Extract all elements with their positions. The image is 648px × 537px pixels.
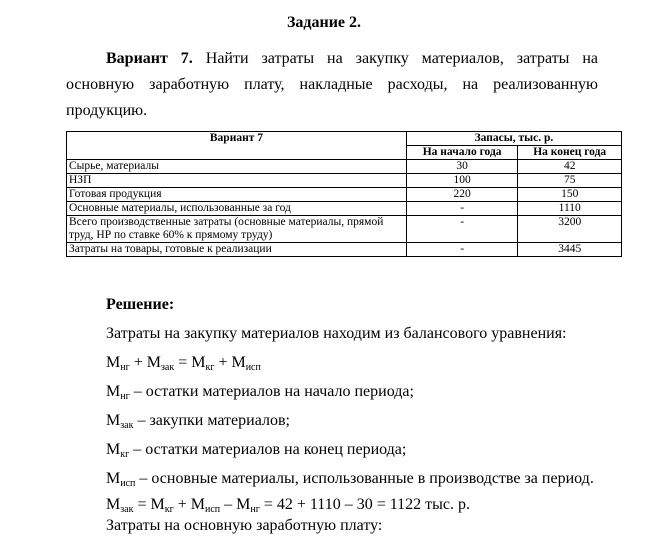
row-start: 220 (406, 188, 518, 202)
symbol-m: М (106, 412, 121, 429)
subscript-zak: зак (160, 362, 175, 373)
subscript-zak: зак (120, 420, 134, 431)
calculation-line (106, 496, 470, 514)
definition-text: – остатки материалов на конец периода; (133, 441, 407, 458)
row-start: - (406, 202, 518, 216)
symbol-m: М (190, 496, 205, 513)
definition-text: – основные материалы, использованные в производстве за период. (139, 470, 594, 487)
subscript-kg: кг (120, 449, 130, 460)
page-title: Задание 2. (286, 14, 362, 31)
definition-kg (106, 441, 406, 459)
row-name: НЗП (67, 174, 407, 188)
symbol-m: М (106, 383, 121, 400)
row-start: 30 (406, 160, 518, 174)
row-name: Готовая продукция (67, 188, 407, 202)
symbol-m: М (150, 496, 165, 513)
definition-ng (106, 383, 414, 401)
symbol-m: М (106, 354, 121, 371)
subscript-kg: кг (164, 504, 174, 515)
subscript-isp: исп (120, 478, 136, 489)
solution-heading: Решение: (106, 296, 175, 313)
subscript-isp: исп (204, 504, 221, 515)
subscript-kg: кг (205, 362, 215, 373)
header-start: На начало года (406, 146, 518, 160)
row-end: 150 (518, 188, 622, 202)
row-end: 42 (518, 160, 622, 174)
symbol-m: М (231, 354, 246, 371)
solution-intro: Затраты на закупку материалов находим из балансового уравнения: (106, 325, 567, 342)
table-row (67, 174, 622, 188)
subscript-ng: нг (120, 362, 130, 373)
operator-minus: – (224, 496, 233, 513)
task-statement (66, 46, 598, 124)
table-row (67, 188, 622, 202)
subscript-ng: нг (250, 504, 260, 515)
table-header-row (67, 132, 622, 146)
subscript-isp: исп (245, 362, 261, 373)
balance-equation (106, 354, 261, 372)
row-end: 3200 (518, 216, 622, 243)
definition-text: – закупки материалов; (137, 412, 290, 429)
table-row (67, 202, 622, 216)
table-row (67, 160, 622, 174)
row-name: Всего производственные затраты (основные материалы, прямой труд, НР по ставке 60% к прямому труду) (67, 216, 407, 243)
subscript-zak: зак (120, 504, 134, 515)
symbol-m: М (106, 496, 121, 513)
row-name: Сырье, материалы (67, 160, 407, 174)
operator-equals: = (178, 354, 188, 371)
row-start: 100 (406, 174, 518, 188)
definition-text: – остатки материалов на начало периода; (133, 383, 414, 400)
row-end: 75 (518, 174, 622, 188)
table-row (67, 216, 622, 243)
operator-plus: + (177, 496, 187, 513)
subscript-ng: нг (120, 391, 130, 402)
operator-equals: = (137, 496, 147, 513)
header-end: На конец года (518, 146, 622, 160)
symbol-m: М (106, 470, 121, 487)
row-start: - (406, 216, 518, 243)
row-end: 1110 (518, 202, 622, 216)
symbol-m: М (191, 354, 206, 371)
task-line-1 (66, 46, 598, 72)
variant-label: Вариант 7. (106, 50, 193, 67)
operator-plus: + (218, 354, 228, 371)
definition-isp (106, 470, 594, 488)
row-end: 3445 (518, 243, 622, 257)
row-name: Основные материалы, использованные за год (67, 202, 407, 216)
symbol-m: М (146, 354, 161, 371)
table-row (67, 243, 622, 257)
task-line-2: основную заработную плату, накладные расходы, на реализованную (66, 76, 598, 93)
task-line-3: продукцию. (66, 102, 148, 119)
symbol-m: М (236, 496, 251, 513)
row-name: Затраты на товары, готовые к реализации (67, 243, 407, 257)
header-stock: Запасы, тыс. р. (406, 132, 621, 146)
row-start: - (406, 243, 518, 257)
header-variant: Вариант 7 (67, 132, 407, 160)
operator-plus: + (133, 354, 143, 371)
wages-heading: Затраты на основную заработную плату: (106, 517, 383, 534)
calculation-result: = 42 + 1110 – 30 = 1122 тыс. р. (263, 496, 470, 513)
task-text-1: Найти затраты на закупку материалов, затраты на (205, 50, 598, 67)
stock-table (66, 131, 622, 257)
symbol-m: М (106, 441, 121, 458)
definition-zak (106, 412, 290, 430)
